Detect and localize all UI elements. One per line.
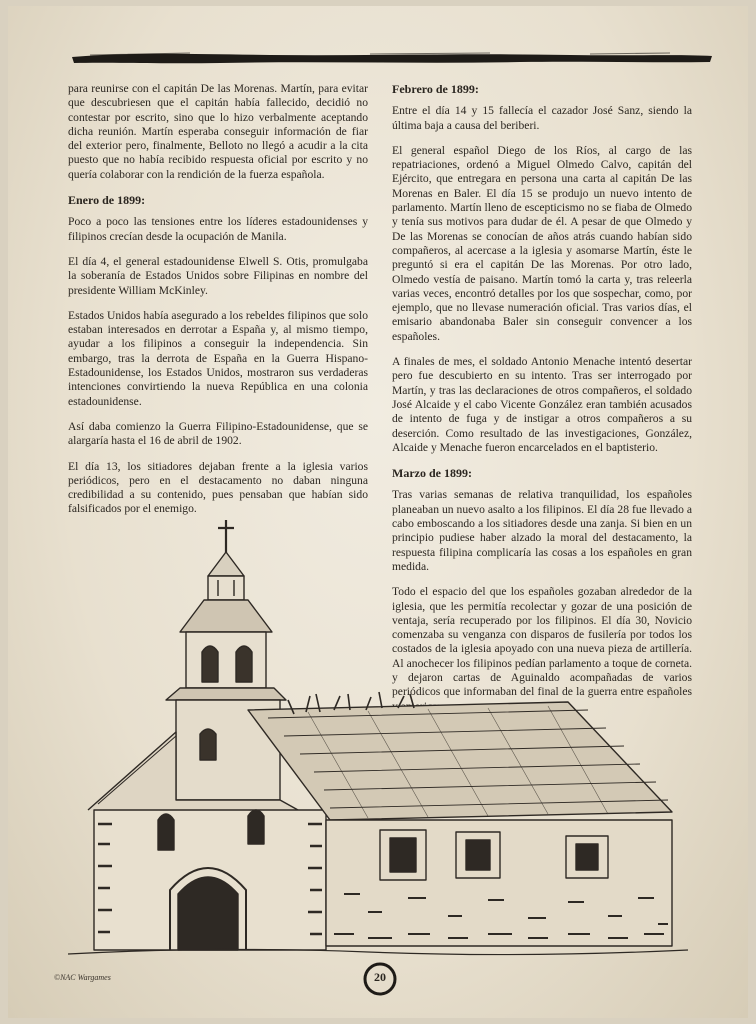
church-illustration	[68, 514, 688, 964]
section-heading-febrero: Febrero de 1899:	[392, 82, 479, 96]
paragraph: Así daba comienzo la Guerra Filipino-Estadounidense, que se alargaría hasta el 16 de abril de 1902.	[68, 419, 368, 448]
copyright-footer: ©NAC Wargames	[54, 973, 111, 982]
paragraph: El día 4, el general estadounidense Elwell S. Otis, promulgaba la soberanía de Estados Unidos sobre Filipinas en nombre del presidente William McKinley.	[68, 254, 368, 297]
paragraph: El general español Diego de los Ríos, al cargo de las repatriaciones, ordenó a Miguel Olmedo Calvo, capitán del Ejército, que entregara en persona una carta al capitán De las Morenas en Baler. El día 15 se produjo un nuevo intento de parlamento. Martín lleno de escepticismo no se fiaba de Olmedo y tenía sus motivos para dudar de él. A pesar de que Olmedo y De las Morenas se conocían de años atrás cuando habían sido compañeros, al acercase a la iglesia y asomarse Martín, éste le preguntó si era el capitán De las Morenas. Por otro lado, Olmedo vestía de paisano. Martín tomó la carta y, tras releerla varias veces, encontró detalles por los que sospechar, como, por ejemplo, que no llevase numeración oficial. Tras varios días, el emisario abandonaba Baler sin conseguir convencer a los españoles.	[392, 143, 692, 343]
paragraph: Estados Unidos había asegurado a los rebeldes filipinos que solo estaban interesados en derrotar a España y, al mismo tiempo, ayudar a los filipinos a conseguir la independencia. Sin embargo, tras la derrota de España en la Guerra Hispano-Estadounidense, los Estados Unidos, mostraron sus verdaderas intenciones convirtiendo la nueva República en una colonia estadounidense.	[68, 308, 368, 408]
left-column	[68, 82, 368, 528]
paragraph: Tras varias semanas de relativa tranquilidad, los españoles planeaban un nuevo asalto a los filipinos. El día 28 fue llevado a cabo emboscando a los sitiadores desde una zanja. Si bien en un principio pudiese haber alzado la moral del destacamento, la respuesta filipina complicaría las cosas a los españoles en gran medida.	[392, 488, 692, 573]
paragraph: Entre el día 14 y 15 fallecía el cazador José Sanz, siendo la última baja a causa del beriberi.	[392, 104, 692, 132]
page-number: 20	[374, 970, 386, 984]
paragraph: El día 13, los sitiadores dejaban frente a la iglesia varios periódicos, pero en el destacamento no daban ninguna credibilidad a su contenido, pues pensaban que habían sido falsificados por el enemigo.	[68, 459, 368, 516]
page-number-badge	[362, 961, 398, 997]
paragraph: para reunirse con el capitán De las Morenas. Martín, para evitar que descubriesen que el capitán había fallecido, decidió no contestar por escrito, sino que lo hizo verbalmente aceptando dicha reunión. Martín esperaba conseguir información de fiar del exterior pero, finalmente, Belloto no llegó a acudir a la cita puesto que no había recibido respuesta oficial por escrito y no quería colaborar con la rendición de la fuerza española.	[68, 82, 368, 181]
paragraph: Todo el espacio del que los españoles gozaban alrededor de la iglesia, que les permitía recolectar y gozar de una posición de ventaja, sería recuperado por los filipinos. El día 30, Novicio comenzaba su venganza con disparos de fusilería por todos los costados de la iglesia apoyado con una nueva pieza de artillería. Al anochecer los filipinos pedían parlamento a toque de corneta. y dejaron cartas de Aguinaldo acompañadas de varios periódicos que informaban del final de la guerra entre españoles	[392, 585, 692, 699]
brush-stroke-header	[70, 48, 714, 68]
paragraph: A finales de mes, el soldado Antonio Menache intentó desertar pero fue descubierto en su intento. Tras ser interrogado por Martín, y tras las declaraciones de otros compañeros, el soldado José Alcaide y el cabo Vicente González eran también acusados de intento de fuga y de instigar a otros compañeros a su deserción. Como resultado de las investigaciones, González, Alcaide y Menache fueron encarcelados en el baptisterio.	[392, 355, 692, 454]
page	[8, 6, 748, 1018]
section-heading-marzo: Marzo de 1899:	[392, 466, 472, 481]
section-heading-enero: Enero de 1899:	[68, 193, 146, 208]
paragraph: Poco a poco las tensiones entre los líderes estadounidenses y filipinos crecían desde la ocupación de Manila.	[68, 215, 368, 243]
